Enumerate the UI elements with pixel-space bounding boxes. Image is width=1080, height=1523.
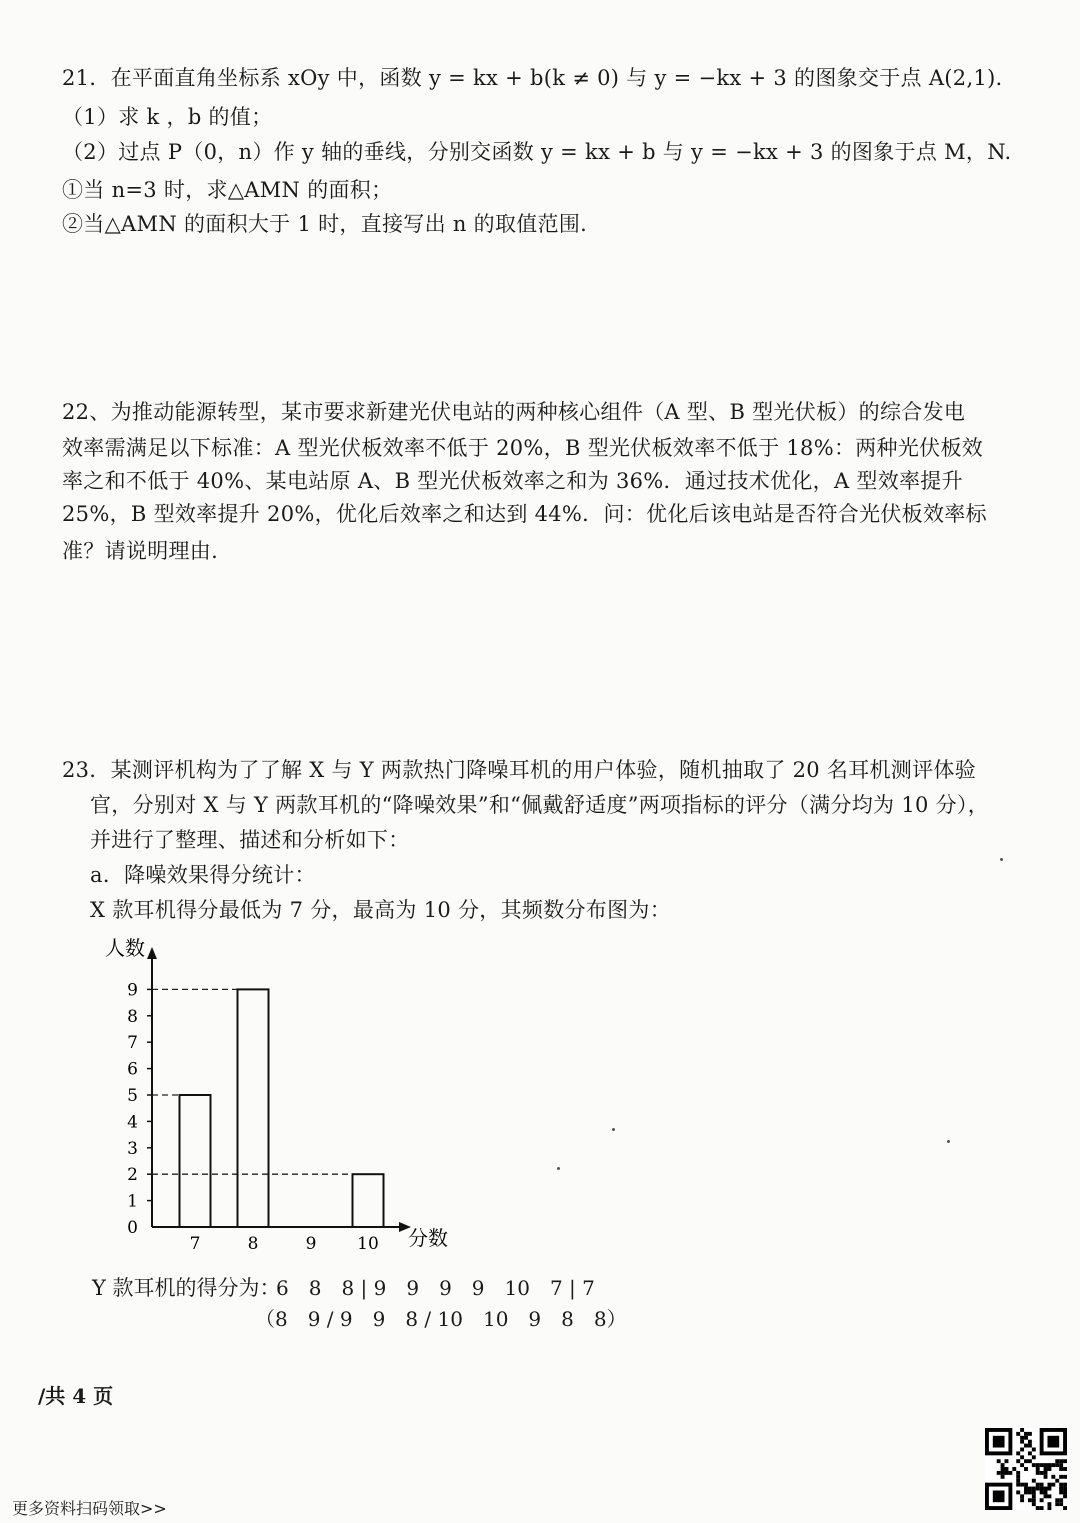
q22-line4: 25%，B 型效率提升 20%，优化后效率之和达到 44%．问：优化后该电站是否符合光伏板效率标 — [62, 502, 987, 526]
bar-7 — [180, 1095, 211, 1227]
scan-speck — [557, 1167, 560, 1170]
bar-10 — [353, 1174, 384, 1227]
scan-speck — [612, 1128, 615, 1131]
y-scores-row1: 6 8 8 | 9 9 9 9 10 7 | 7 — [276, 1276, 595, 1300]
y-tick-label: 7 — [127, 1033, 138, 1054]
q23-part-a: a．降噪效果得分统计： — [90, 863, 316, 887]
y-tick-label: 6 — [127, 1059, 138, 1080]
q21-stem: 21．在平面直角坐标系 xOy 中，函数 y = kx + b(k ≠ 0) 与 y = −kx + 3 的图象交于点 A(2,1)． — [62, 66, 1017, 90]
q21-part2-sub2: ②当△AMN 的面积大于 1 时，直接写出 n 的取值范围. — [62, 212, 588, 236]
x-tick-label: 8 — [247, 1234, 259, 1254]
q23-x-description: X 款耳机得分最低为 7 分，最高为 10 分，其频数分布图为： — [90, 898, 672, 922]
y-scores-row2: （8 9 / 9 9 8 / 10 10 9 8 8） — [255, 1307, 627, 1331]
y-tick-label: 4 — [127, 1112, 138, 1133]
more-resources-link[interactable]: 更多资料扫码领取>> — [12, 1499, 167, 1518]
scan-speck — [1000, 858, 1003, 861]
q21-part2-sub1: ①当 n=3 时，求△AMN 的面积； — [62, 178, 393, 202]
q23-line3: 并进行了整理、描述和分析如下： — [90, 828, 410, 852]
chart-guides — [152, 989, 353, 1174]
chart-bars — [180, 989, 384, 1227]
q21-part2: （2）过点 P（0，n）作 y 轴的垂线，分别交函数 y = kx + b 与 y = −kx + 3 的图象于点 M，N. — [62, 140, 1012, 164]
bar-8 — [238, 989, 269, 1227]
y-tick-label: 2 — [127, 1165, 138, 1186]
y-tick-label: 5 — [127, 1086, 138, 1106]
y-tick-label: 3 — [127, 1138, 138, 1159]
y-tick-label: 1 — [127, 1191, 138, 1212]
chart-y-axis-label: 人数 — [105, 936, 145, 960]
q21-part1: （1）求 k ，b 的值； — [62, 105, 273, 129]
y-tick-label: 0 — [127, 1218, 138, 1238]
q23-line1: 23．某测评机构为了了解 X 与 Y 两款热门降噪耳机的用户体验，随机抽取了 20 名耳机测评体验 — [62, 758, 977, 782]
q22-line3: 率之和不低于 40%、某电站原 A、B 型光伏板效率之和为 36%．通过技术优化，A 型效率提升 — [62, 469, 963, 493]
x-tick-label: 9 — [305, 1234, 317, 1254]
x-tick-label: 10 — [357, 1234, 379, 1254]
y-tick-label: 8 — [127, 1006, 138, 1027]
q22-line1: 22、为推动能源转型，某市要求新建光伏电站的两种核心组件（A 型、B 型光伏板）的综合发电 — [62, 400, 966, 424]
page-number: /共 4 页 — [38, 1384, 114, 1408]
y-tick-label: 9 — [127, 980, 138, 1001]
q23-line2: 官，分别对 X 与 Y 两款耳机的“降噪效果”和“佩戴舒适度”两项指标的评分（满分均为 10 分）， — [90, 793, 990, 817]
y-axis-arrow — [147, 947, 157, 959]
q22-line2: 效率需满足以下标准：A 型光伏板效率不低于 20%，B 型光伏板效率不低于 18%：两种光伏板效 — [62, 436, 984, 460]
qr-code-icon[interactable] — [985, 1428, 1067, 1510]
scan-speck — [947, 1140, 950, 1143]
q22-line5: 准？请说明理由. — [62, 539, 219, 563]
x-tick-label: 7 — [189, 1234, 201, 1254]
y-scores-label: Y 款耳机的得分为： — [92, 1276, 281, 1300]
x-frequency-histogram — [95, 935, 465, 1255]
chart-ticks — [127, 980, 379, 1254]
chart-x-axis-label: 分数 — [408, 1226, 448, 1250]
